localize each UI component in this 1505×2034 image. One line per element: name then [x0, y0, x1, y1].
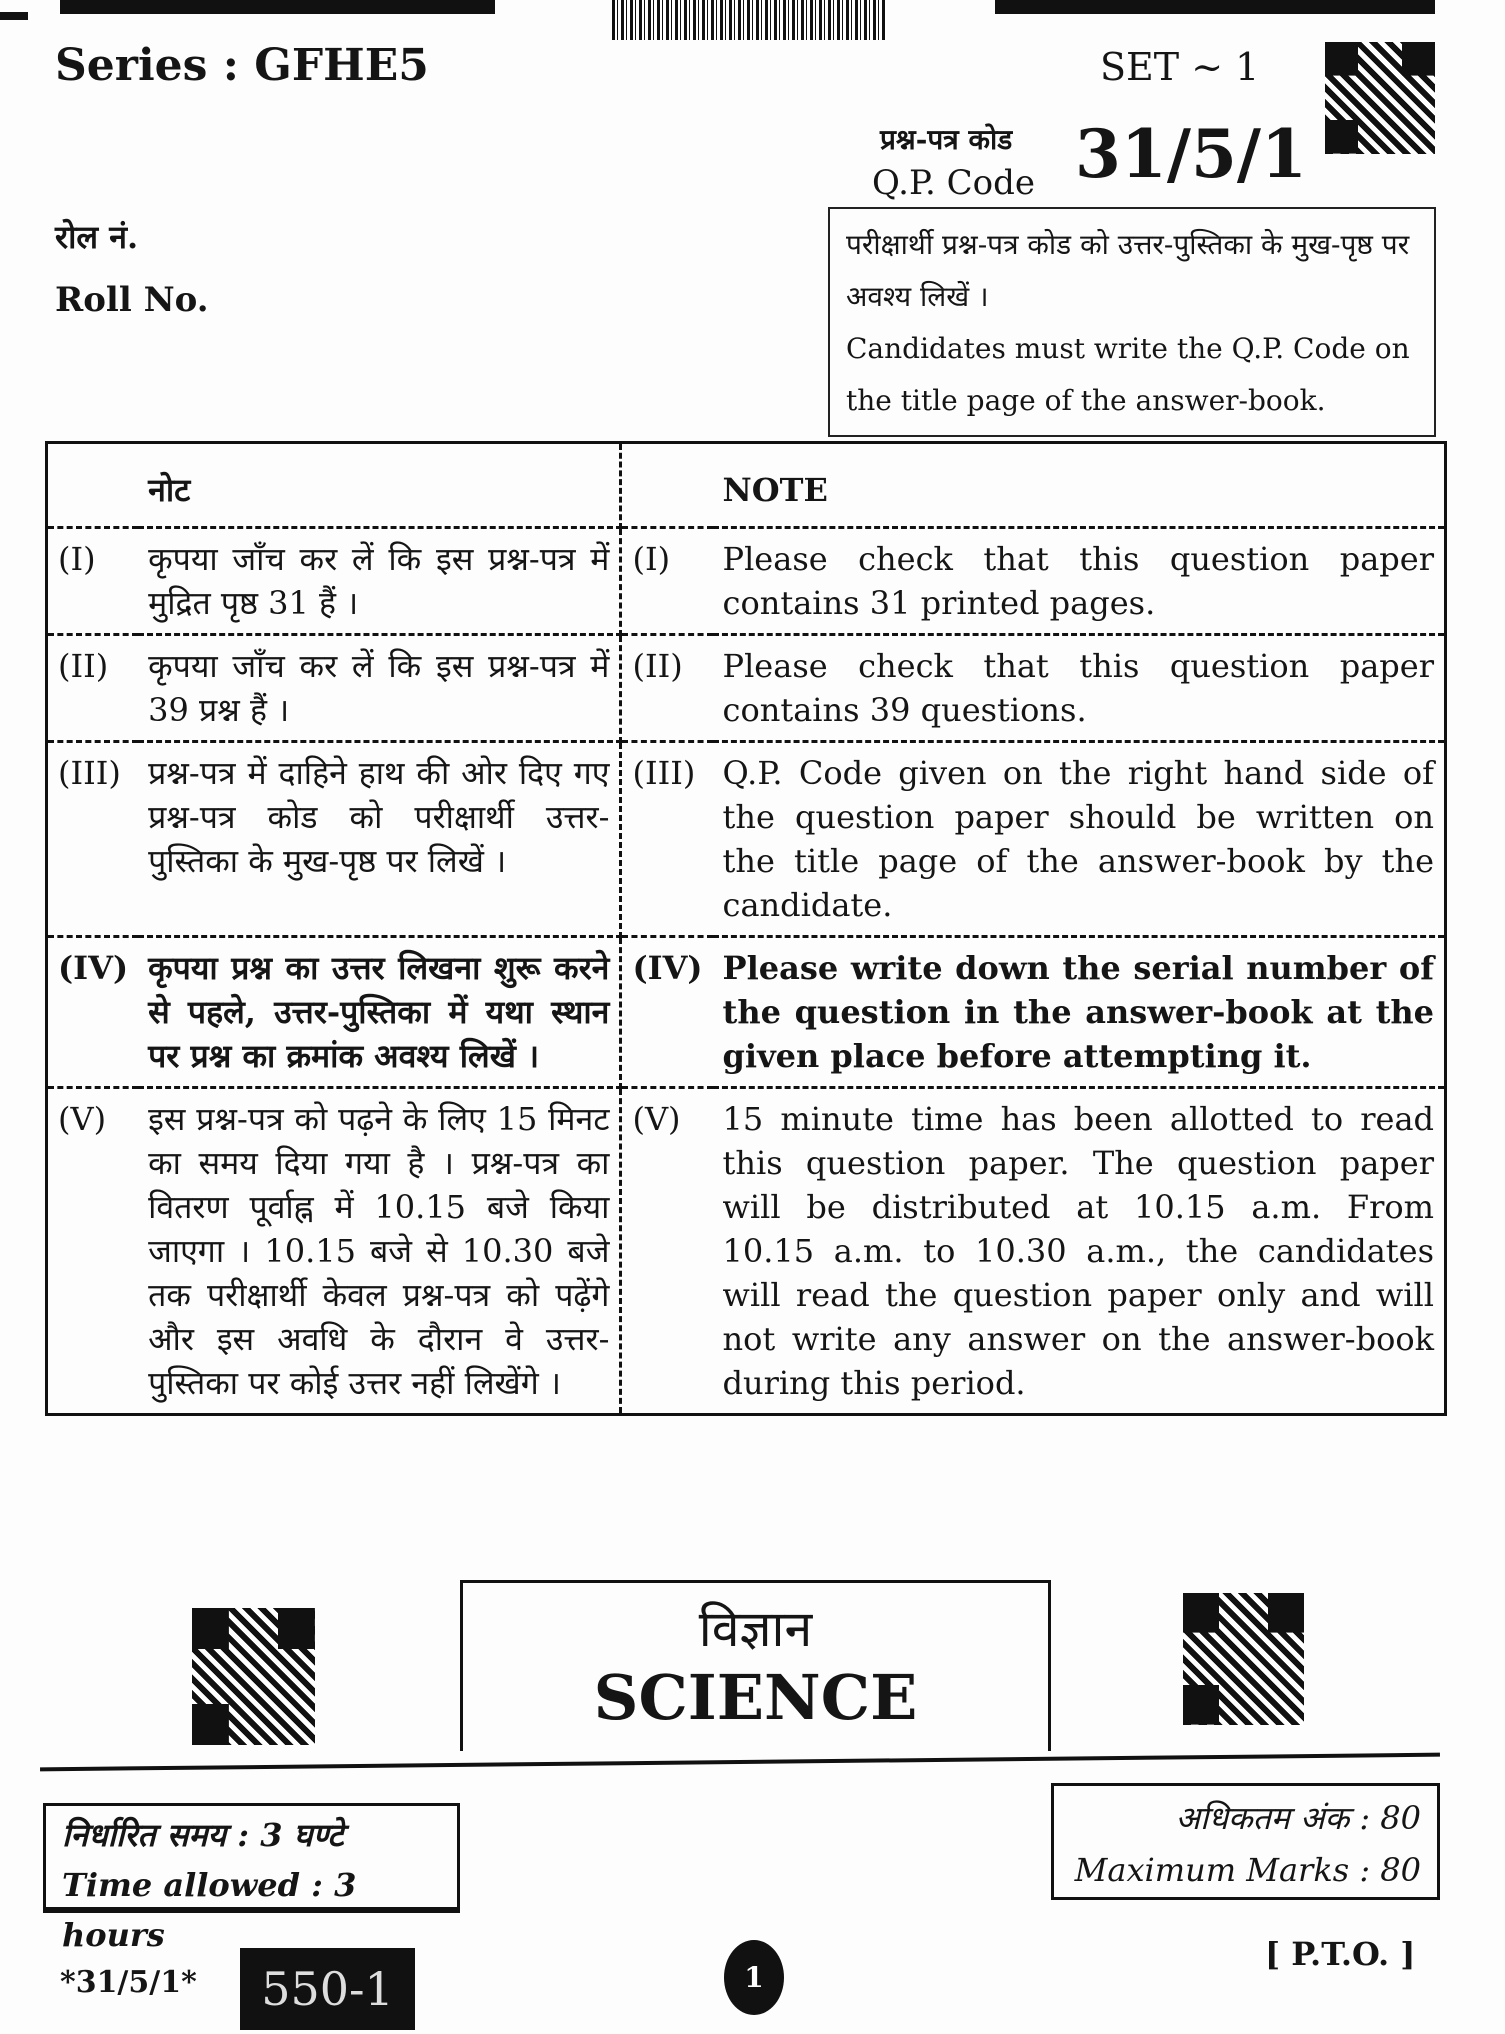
table-row — [47, 635, 1446, 742]
table-row — [47, 937, 1446, 1088]
top-right-bar — [995, 0, 1435, 14]
row-number: (II) — [621, 635, 713, 742]
roll-no-label: Roll No. — [55, 280, 209, 320]
note-english: Please write down the serial number of the question in the answer-book at the given place before attempting it. — [713, 937, 1446, 1088]
note-hindi: प्रश्न-पत्र में दाहिने हाथ की ओर दिए गए प्रश्न-पत्र कोड को परीक्षार्थी उत्तर-पुस्तिका के मुख-पृष्ठ पर लिखें । — [138, 742, 621, 937]
qr-code-left-icon — [192, 1608, 315, 1745]
row-number: (II) — [47, 635, 139, 742]
row-number: (V) — [58, 1100, 107, 1138]
note-hindi: कृपया जाँच कर लें कि इस प्रश्न-पत्र में मुद्रित पृष्ठ 31 हैं । — [138, 528, 621, 635]
table-row — [47, 1088, 1446, 1415]
subject-box — [460, 1580, 1051, 1751]
roll-no-label-hindi: रोल नं. — [55, 218, 139, 256]
subject-hindi: विज्ञान — [698, 1600, 813, 1658]
top-left-bar — [60, 0, 495, 14]
barcode-icon — [612, 0, 887, 40]
row-number: (III) — [621, 742, 713, 937]
footer-code: *31/5/1* — [60, 1965, 197, 2000]
maximum-marks-box — [1051, 1783, 1440, 1900]
pto-label: [ P.T.O. ] — [1265, 1935, 1416, 1973]
row-number: (IV) — [47, 937, 139, 1088]
qp-code-instruction-box — [828, 207, 1436, 437]
qr-code-right-icon — [1183, 1593, 1304, 1725]
notes-table — [45, 441, 1447, 1416]
time-hindi: निर्धारित समय : 3 घण्टे — [62, 1816, 344, 1854]
marks-hindi: अधिकतम अंक : 80 — [1175, 1799, 1421, 1837]
table-row — [47, 528, 1446, 635]
series-label: Series : GFHE5 — [55, 40, 429, 91]
footer-box-code: 550-1 — [240, 1948, 415, 2030]
set-label: SET ~ 1 — [1100, 45, 1260, 89]
page-number: 1 — [724, 1940, 784, 2015]
note-hindi: कृपया प्रश्न का उत्तर लिखना शुरू करने से पहले, उत्तर-पुस्तिका में यथा स्थान पर प्रश्न का क्रमांक अवश्य लिखें । — [138, 937, 621, 1088]
row-number: (IV) — [621, 937, 713, 1088]
divider — [40, 1753, 1440, 1772]
qp-code: 31/5/1 — [1075, 115, 1307, 193]
time-english: Time allowed : 3 hours — [62, 1866, 357, 1954]
note-hindi: इस प्रश्न-पत्र को पढ़ने के लिए 15 मिनट का समय दिया गया है । प्रश्न-पत्र का वितरण पूर्वाह्न में 10.15 बजे किया जाएगा । 10.15 बजे से 10.30 बजे तक परीक्षार्थी केवल प्रश्न-पत्र को पढ़ेंगे और इस अवधि के दौरान वे उत्तर-पुस्तिका पर कोई उत्तर नहीं लिखेंगे । — [138, 1088, 621, 1415]
note-header-english: NOTE — [713, 443, 1446, 528]
marks-english: Maximum Marks : 80 — [1074, 1851, 1421, 1889]
note-english: 15 minute time has been allotted to read this question paper. The question paper will be distributed at 10.15 a.m. From 10.15 a.m. to 10.30 a.m., the candidates will read the question paper only and will not write any answer on the answer-book during this period. — [722, 1100, 1434, 1402]
row-number: (I) — [47, 528, 139, 635]
note-english: Please check that this question paper contains 39 questions. — [713, 635, 1446, 742]
qr-code-icon — [1325, 42, 1435, 154]
qp-code-label-hindi: प्रश्न-पत्र कोड — [880, 123, 1013, 156]
note-english: Q.P. Code given on the right hand side of the question paper should be written on the title page of the answer-book by the candidate. — [713, 742, 1446, 937]
subject-english: SCIENCE — [593, 1661, 918, 1734]
note-english: Please check that this question paper contains 31 printed pages. — [713, 528, 1446, 635]
corner-mark — [0, 12, 28, 20]
row-number: (V) — [632, 1100, 681, 1138]
qp-code-label: Q.P. Code — [872, 163, 1035, 203]
table-row — [47, 742, 1446, 937]
time-allowed-box — [43, 1803, 460, 1954]
row-number: (III) — [47, 742, 139, 937]
instruction-english: Candidates must write the Q.P. Code on the title page of the answer-book. — [846, 332, 1410, 417]
note-header-hindi: नोट — [138, 443, 621, 528]
notes-header-row — [47, 443, 1446, 528]
instruction-hindi: परीक्षार्थी प्रश्न-पत्र कोड को उत्तर-पुस्तिका के मुख-पृष्ठ पर अवश्य लिखें । — [846, 228, 1410, 313]
note-hindi: कृपया जाँच कर लें कि इस प्रश्न-पत्र में 39 प्रश्न हैं । — [138, 635, 621, 742]
row-number: (I) — [621, 528, 713, 635]
